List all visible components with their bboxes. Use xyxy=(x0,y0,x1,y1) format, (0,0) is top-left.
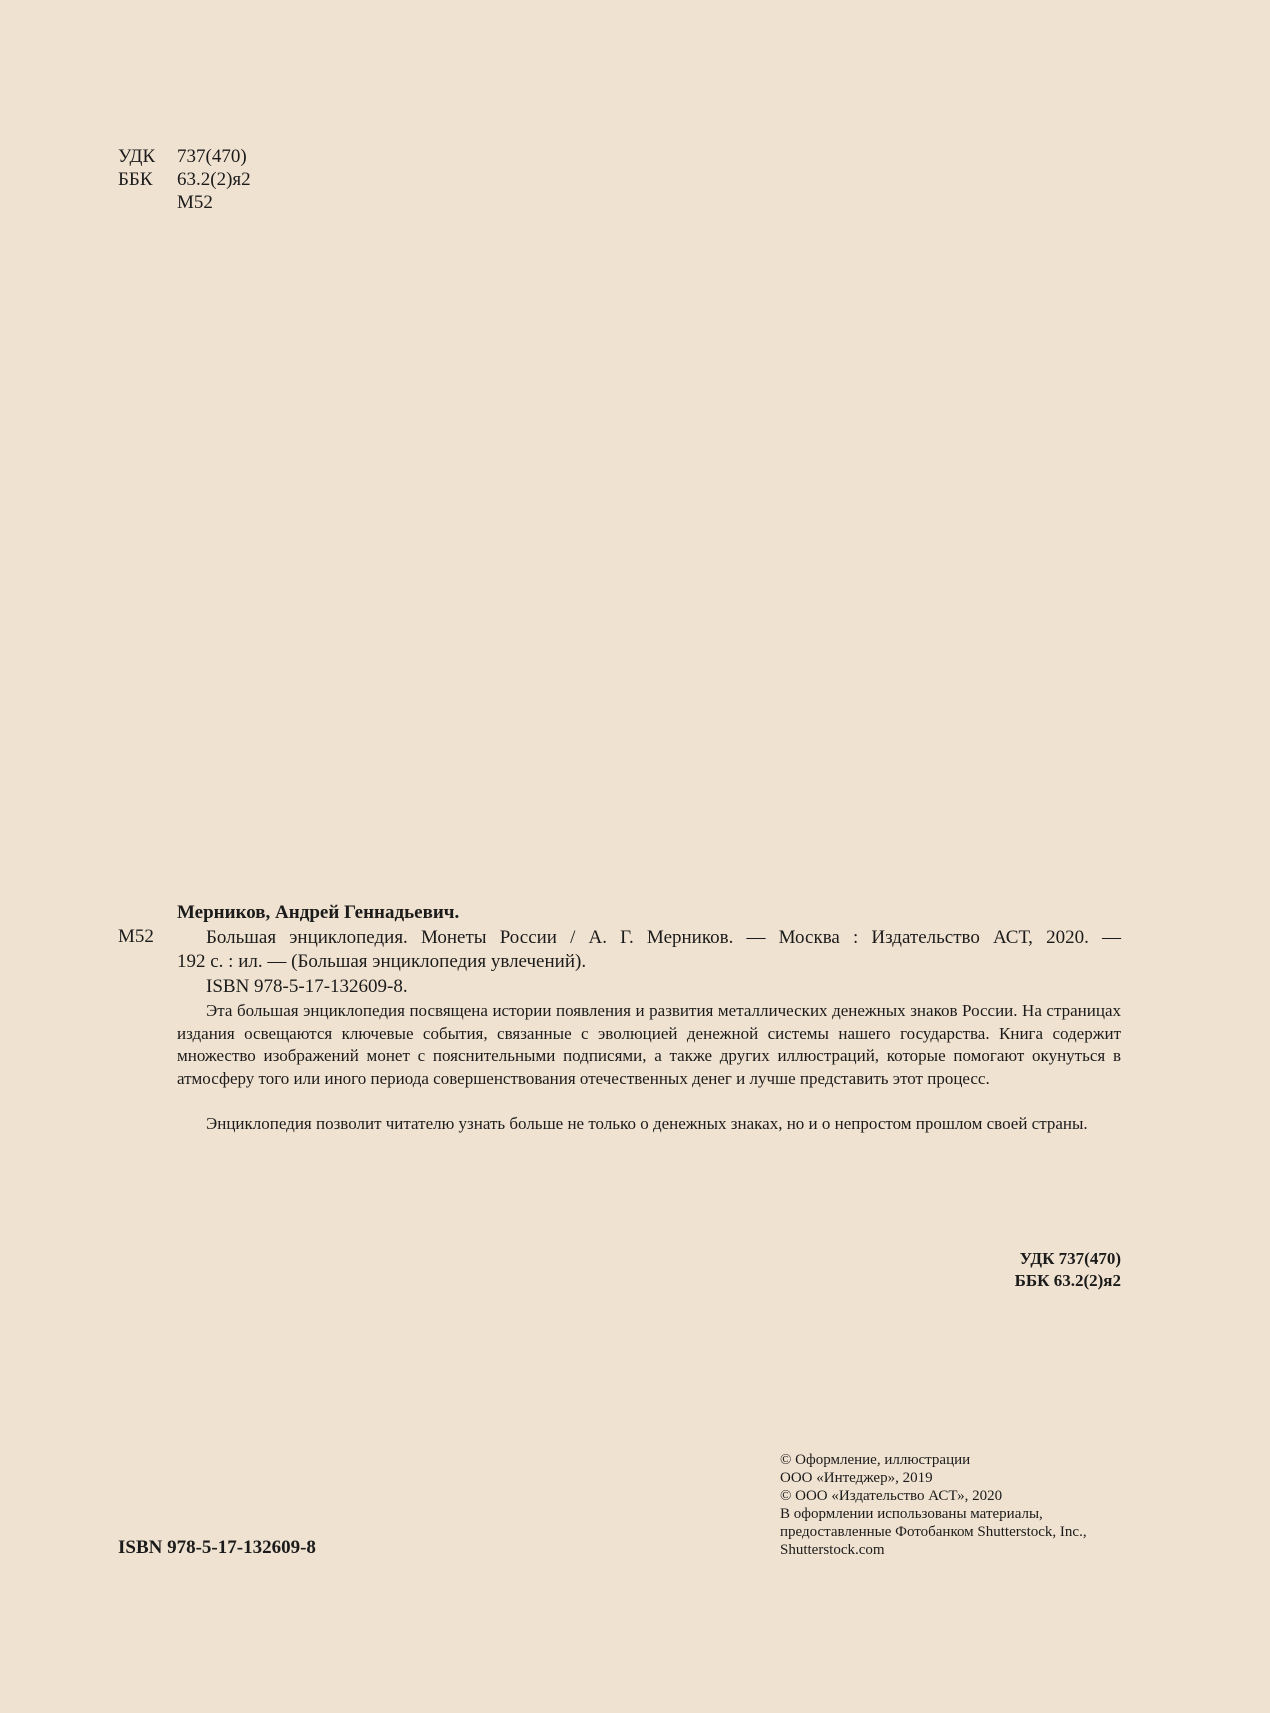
udk-right: УДК 737(470) xyxy=(1019,1249,1121,1268)
title-line: Большая энциклопедия. Монеты России / А. Г. Мерников. — Москва : Издательство АСТ, 2020. — xyxy=(206,927,1121,948)
pages-line: 192 с. : ил. — (Большая энциклопедия увлечений). xyxy=(177,951,587,972)
bbk-right: ББК 63.2(2)я2 xyxy=(1014,1271,1121,1290)
copyright-line-5: предоставленные Фотобанком Shutterstock, Inc., xyxy=(780,1524,1087,1540)
annotation-paragraph-2: Энциклопедия позволит читателю узнать больше не только о денежных знаках, но и о непростом прошлом своей страны. xyxy=(206,1114,1088,1133)
annotation-paragraph-1: Эта большая энциклопедия посвящена истории появления и развития металлических денежных знаков России. На страницах издания освещаются ключевые события, связанные с эволюцией денежной системы нашего государства. Книга содержит множество изображений монет с пояснительными подписями, а также других иллюстраций, которые помогают окунуться в атмосферу того или иного периода совершенствования отечественных денег и лучше представить этот процесс. xyxy=(177,1001,1121,1088)
copyright-line-4: В оформлении использованы материалы, xyxy=(780,1506,1043,1522)
copyright-line-6: Shutterstock.com xyxy=(780,1542,885,1558)
codes-right-block xyxy=(1015,1248,1121,1292)
udk-row xyxy=(118,146,247,168)
author-code-row xyxy=(118,192,213,214)
isbn-footer: ISBN 978-5-17-132609-8 xyxy=(118,1537,316,1558)
copyright-line-3: © ООО «Издательство АСТ», 2020 xyxy=(780,1488,1003,1504)
author-name: Мерников, Андрей Геннадьевич. xyxy=(177,902,460,923)
bbk-value: 63.2(2)я2 xyxy=(177,169,251,190)
copyright-block xyxy=(780,1451,1087,1559)
author-code: М52 xyxy=(177,192,213,213)
copyright-line-1: © Оформление, иллюстрации xyxy=(780,1452,971,1468)
udk-value: 737(470) xyxy=(177,146,247,167)
side-author-code: М52 xyxy=(118,926,154,947)
isbn-line: ISBN 978-5-17-132609-8. xyxy=(206,976,408,997)
bbk-label: ББК xyxy=(118,169,153,190)
bbk-row xyxy=(118,169,251,191)
copyright-line-2: ООО «Интеджер», 2019 xyxy=(780,1470,933,1486)
udk-label: УДК xyxy=(118,146,156,167)
